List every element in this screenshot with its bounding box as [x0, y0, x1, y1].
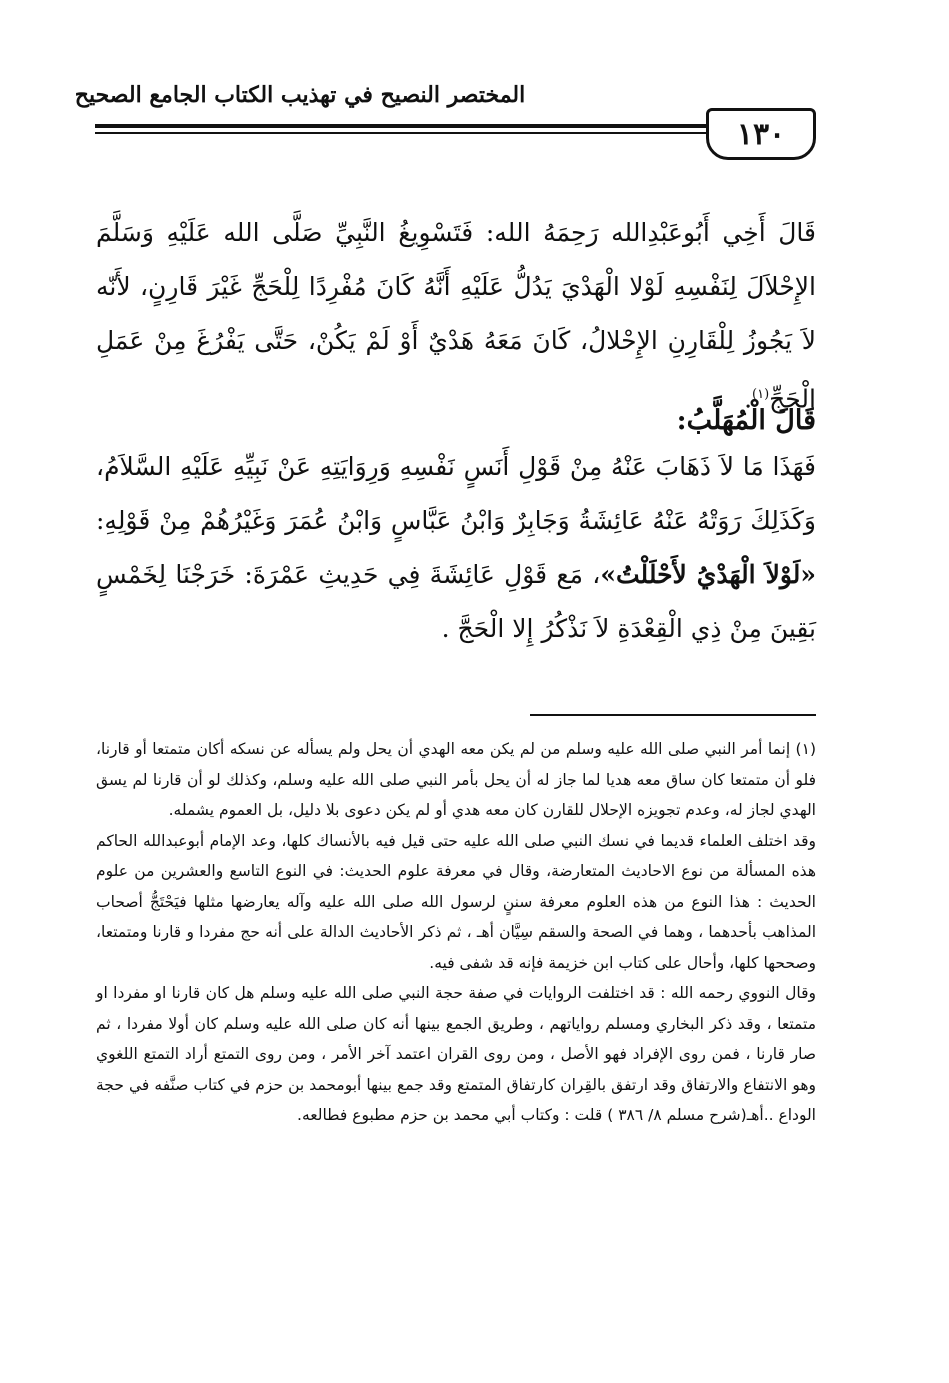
page-number: ١٣٠	[736, 116, 786, 152]
header-rule-thin	[95, 132, 707, 134]
running-title: المختصر النصيح في تهذيب الكتاب الجامع الصحيح	[74, 82, 526, 108]
section-heading-muhallab: قَالَ الْمُهَلَّبُ:	[676, 405, 816, 436]
paragraph-2-end: ، مَع قَوْلِ عَائِشَةَ فِي حَدِيثِ عَمْرَةَ: خَرَجْنَا لِخَمْسٍ بَقِينَ مِنْ ذِي الْقِعْدَةِ لاَ نَذْكُرُ إِلا الْحَجَّ .	[96, 560, 816, 643]
footnote-separator	[530, 714, 816, 716]
paragraph-1-end: .	[744, 384, 753, 414]
footnote-paragraph-2: وقد اختلف العلماء قديما في نسك النبي صلى الله عليه حتى قيل فيه بالأنساك كلها، وعد الإمام أبوعبدالله الحاكم هذه المسألة من نوع الاحاديث المتعارضة، وقال في معرفة علوم الحديث: في النوع التاسع والعشرين من علوم الحديث : هذا النوع من هذه العلوم معرفة سننٍ لرسول الله صلى الله عليه وآله يعارضها مثلها فيَحْتَجُّ أصحاب المذاهب بأحدهما ، وهما في الصحة والسقم سِيَّان أهـ ، ثم ذكر الأحاديث الدالة على أنه حج مفردا و قارنا ومتمتعا، وصححها كلها، وأحال على كتاب ابن خزيمة فإنه قد شفى فيه.	[96, 831, 816, 972]
footnote-paragraph-3: وقال النووي رحمه الله : قد اختلفت الروايات في صفة حجة النبي صلى الله عليه وسلم هل كان قارنا او مفردا او متمتعا ، وقد ذكر البخاري ومسلم رواياتهم ، وطريق الجمع بينها أنه كان صلى الله عليه وسلم كان أولا مفردا ، ثم صار قارنا ، فمن روى الإفراد فهو الأصل ، ومن روى القران اعتمد آخر الأمر ، ومن روى التمتع أراد التمتع اللغوي وهو الانتفاع والارتفاق وقد ارتفق بالقِران كارتفاق المتمتع وقد جمع بينها أبومحمد بن حزم في كتاب صنَّفه في حجة الوداع ..أهـ(شرح مسلم ٨/ ٣٨٦ ) قلت : وكتاب أبي محمد بن حزم مطبوع فطالعه.	[96, 984, 816, 1124]
page-number-frame	[706, 108, 816, 160]
footnotes-block	[96, 734, 816, 1131]
main-paragraph-2	[96, 440, 816, 656]
paragraph-2-start: فَهَذَا مَا لاَ ذَهَابَ عَنْهُ مِنْ قَوْلِ أَنَسٍ نَفْسِهِ وَرِوَايَتِهِ عَنْ نَبِيِّهِ عَلَيْهِ السَّلاَمُ، وَكَذَلِكَ رَوَتْهُ عَنْهُ عَائِشَةُ وَجَابِرٌ وَابْنُ عَبَّاسٍ وَابْنُ عُمَرَ وَغَيْرُهُمْ مِنْ قَوْلِهِ:	[96, 452, 816, 535]
header-rule-thick	[95, 124, 707, 128]
footnote-paragraph-1: (١) إنما أمر النبي صلى الله عليه وسلم من لم يكن معه الهدي أن يحل ولم يسأله عن نسكه أكان متمتعا أو قارنا، فلو أن متمتعا كان ساق معه هديا لما جاز له أن يحل بأمر النبي صلى الله عليه وسلم، وكذلك لو أن قارنا لم يسق الهدي لجاز له، وعدم تجويزه الإحلال للقارن كان معه هدي أو لم يكن دعوى بلا دليل، بل العموم يشمله.	[96, 740, 816, 819]
paragraph-1-text: قَالَ أَخِي أَبُوعَبْدِالله رَحِمَهُ الله: فَتَسْوِيغُ النَّبِيِّ صَلَّى الله عَلَيْهِ وَسَلَّمَ الإِحْلاَلَ لِنَفْسِهِ لَوْلا الْهَدْيَ يَدُلُّ عَلَيْهِ أَنَّهُ كَانَ مُفْرِدًا لِلْحَجِّ غَيْرَ قَارِنٍ، لأَنّه لاَ يَجُوزُ لِلْقَارِنِ الإِحْلالُ، كَانَ مَعَهُ هَدْيٌ أَوْ لَمْ يَكُنْ، حَتَّى يَفْرُغَ مِنْ عَمَلِ الْحَجِّ	[96, 218, 816, 414]
main-paragraph-1	[96, 206, 816, 426]
footnote-marker: (١)	[752, 387, 770, 402]
hadith-quote: «لَوْلاَ الْهَدْيُ لأَحْلَلْتُ»	[600, 560, 816, 589]
